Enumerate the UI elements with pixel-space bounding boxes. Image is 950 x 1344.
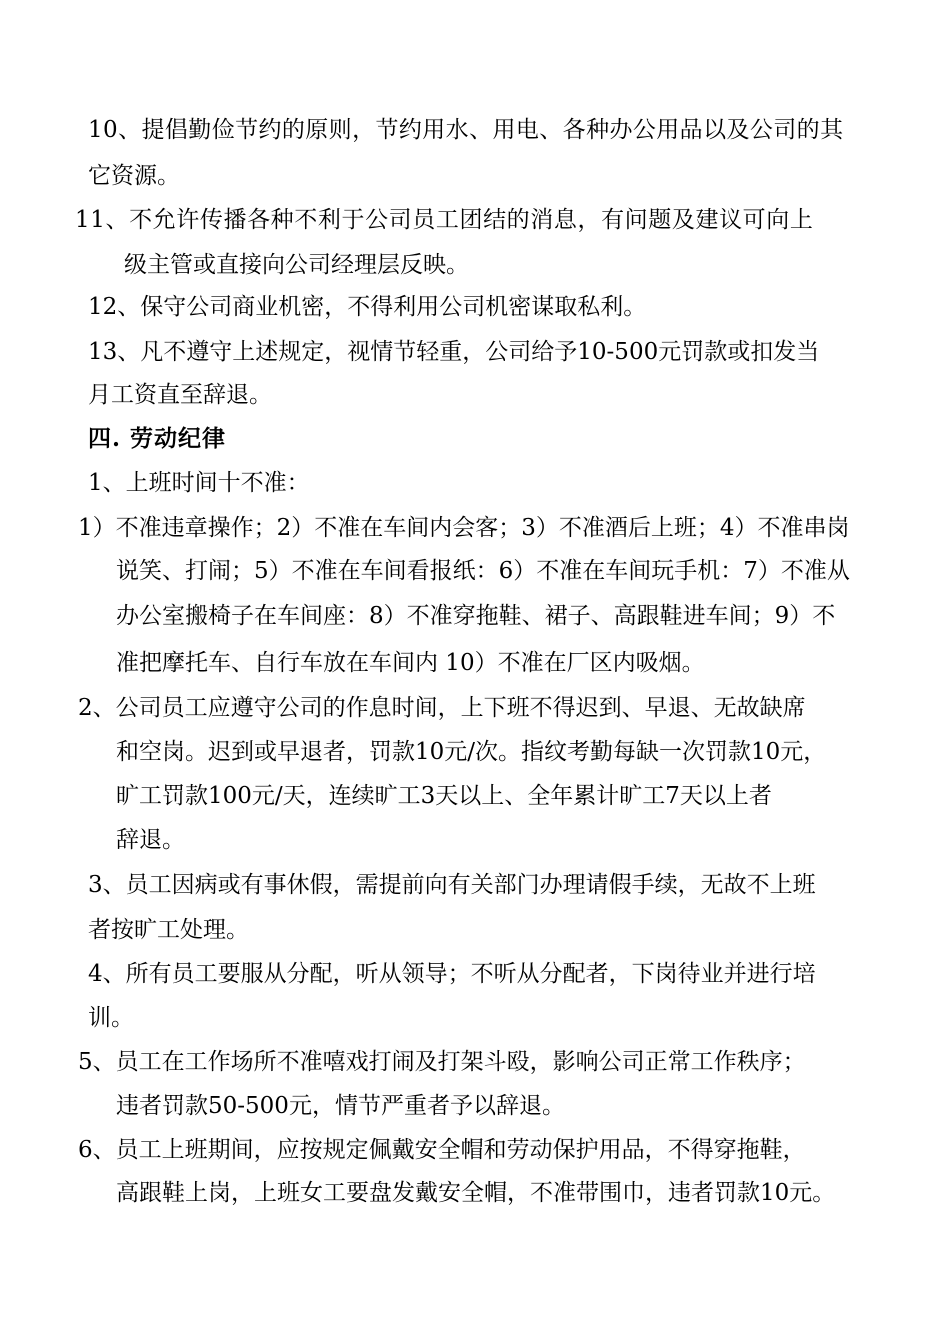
rule-11-line-2: 级主管或直接向公司经理层反映。 [124,252,469,278]
discipline-6-line-2: 高跟鞋上岗，上班女工要盘发戴安全帽，不准带围巾，违者罚款10元。 [116,1180,836,1206]
discipline-5-line-1: 5、员工在工作场所不准嘻戏打闹及打架斗殴，影响公司正常工作秩序； [78,1049,806,1075]
discipline-1-title: 1、上班时间十不准： [88,470,310,496]
rule-10-line-2: 它资源。 [88,163,180,189]
discipline-6-line-1: 6、员工上班期间，应按规定佩戴安全帽和劳动保护用品，不得穿拖鞋， [78,1137,806,1163]
rule-11-line-1: 11、不允许传播各种不利于公司员工团结的消息，有问题及建议可向上 [75,207,814,233]
ten-rules-line-2: 说笑、打闹；5）不准在车间看报纸：6）不准在车间玩手机：7）不准从 [116,558,850,584]
discipline-2-line-3: 旷工罚款100元/天，连续旷工3天以上、全年累计旷工7天以上者 [116,783,772,809]
section-heading: 四. 劳动纪律 [88,425,227,452]
rule-10-line-1: 10、提倡勤俭节约的原则，节约用水、用电、各种办公用品以及公司的其 [88,117,844,143]
rule-13-line-1: 13、凡不遵守上述规定，视情节轻重，公司给予10-500元罚款或扣发当 [88,339,820,365]
rule-13-line-2: 月工资直至辞退。 [88,382,272,408]
discipline-3-line-2: 者按旷工处理。 [88,917,249,943]
discipline-2-line-1: 2、公司员工应遵守公司的作息时间，上下班不得迟到、早退、无故缺席 [78,695,806,721]
discipline-2-line-2: 和空岗。迟到或早退者，罚款10元/次。指纹考勤每缺一次罚款10元， [116,739,827,765]
discipline-4-line-2: 训。 [88,1005,134,1031]
rule-12-line-1: 12、保守公司商业机密，不得利用公司机密谋取私利。 [88,294,647,320]
ten-rules-line-1: 1）不准违章操作；2）不准在车间内会客；3）不准酒后上班；4）不准串岗 [78,515,850,541]
discipline-3-line-1: 3、员工因病或有事休假，需提前向有关部门办理请假手续，无故不上班 [88,872,816,898]
discipline-4-line-1: 4、所有员工要服从分配，听从领导；不听从分配者，下岗待业并进行培 [88,961,816,987]
ten-rules-line-3: 办公室搬椅子在车间座：8）不准穿拖鞋、裙子、高跟鞋进车间；9）不 [116,603,836,629]
ten-rules-line-4: 准把摩托车、自行车放在车间内 10）不准在厂区内吸烟。 [116,650,705,676]
discipline-5-line-2: 违者罚款50-500元，情节严重者予以辞退。 [116,1093,565,1119]
discipline-2-line-4: 辞退。 [116,827,185,853]
